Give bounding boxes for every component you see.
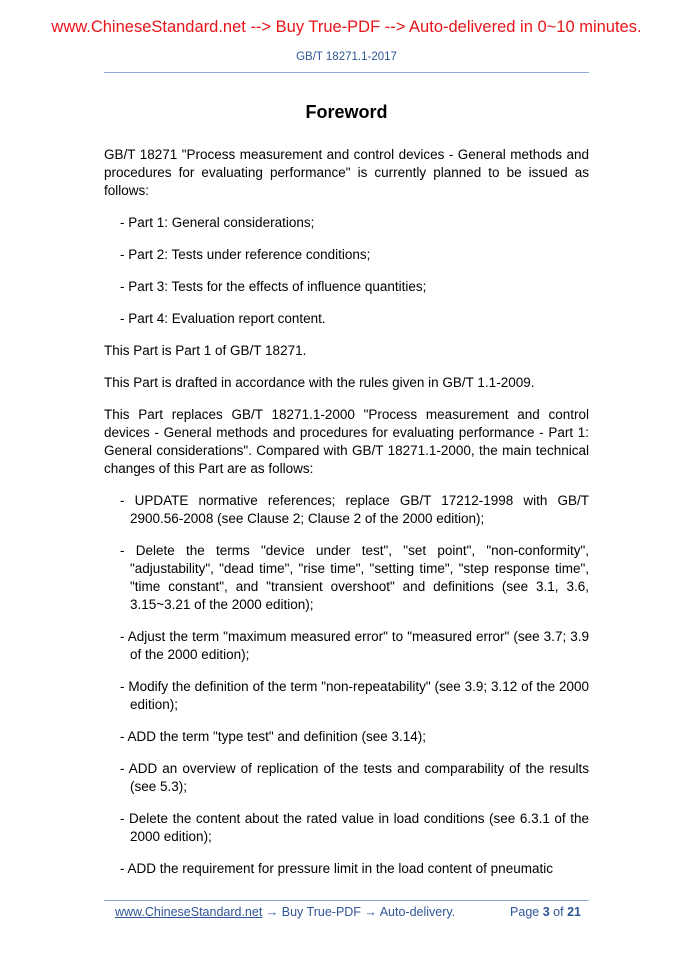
current-page-number: 3	[542, 905, 550, 919]
change-list-item: - UPDATE normative references; replace GB/T 17212-1998 with GB/T 2900.56-2008 (see Clause 2; Clause 2 of the 2000 edition);	[120, 493, 589, 526]
footer-site-link[interactable]: www.ChineseStandard.net	[115, 905, 263, 919]
total-pages-number: 21	[567, 905, 581, 919]
page-footer	[115, 905, 585, 919]
top-banner[interactable]: www.ChineseStandard.net --> Buy True-PDF --> Auto-delivered in 0~10 minutes.	[51, 18, 642, 36]
change-list-item: - ADD the term "type test" and definition (see 3.14);	[120, 729, 426, 744]
part-list-item: - Part 1: General considerations;	[120, 215, 315, 230]
change-list-item: - Delete the content about the rated value in load conditions (see 6.3.1 of the 2000 edition);	[120, 811, 589, 844]
footer-tagline: → Buy True-PDF → Auto-delivery.	[262, 905, 456, 919]
document-code-header: GB/T 18271.1-2017	[296, 51, 397, 63]
page-indicator	[510, 905, 581, 919]
change-list-item: - ADD the requirement for pressure limit in the load content of pneumatic	[120, 861, 553, 876]
change-list-item: - Modify the definition of the term "non-repeatability" (see 3.9; 3.12 of the 2000 edition);	[120, 679, 589, 712]
document-body	[104, 146, 589, 892]
change-list-item: - Adjust the term "maximum measured error" to "measured error" (see 3.7; 3.9 of the 2000 edition);	[120, 629, 589, 662]
page-title: Foreword	[305, 102, 388, 122]
part-of-paragraph: This Part is Part 1 of GB/T 18271.	[104, 343, 307, 358]
page-label: Page	[510, 905, 540, 919]
intro-paragraph: GB/T 18271 "Process measurement and control devices - General methods and procedures for evaluating performance" is currently planned to be issued as follows:	[104, 147, 589, 198]
part-list-item: - Part 2: Tests under reference conditions;	[120, 247, 371, 262]
part-list-item: - Part 4: Evaluation report content.	[120, 311, 326, 326]
replaces-paragraph: This Part replaces GB/T 18271.1-2000 "Process measurement and control devices - General methods and procedures for evaluating performance - Part 1: General considerations". Compared with GB/T 18271.1-2000, the main technical changes of this Part are as follows:	[104, 407, 589, 476]
drafted-paragraph: This Part is drafted in accordance with the rules given in GB/T 1.1-2009.	[104, 375, 535, 390]
part-list-item: - Part 3: Tests for the effects of influence quantities;	[120, 279, 427, 294]
footer-rule	[104, 900, 589, 901]
change-list-item: - ADD an overview of replication of the tests and comparability of the results (see 5.3);	[120, 761, 589, 794]
change-list-item: - Delete the terms "device under test", "set point", "non-conformity", "adjustability", "dead time", "rise time", "setting time", "step response time", "time constant", and "transient overshoot" and definitions (see 3.1, 3.6, 3.15~3.21 of the 2000 edition);	[120, 543, 589, 612]
page-of-label: of	[553, 905, 564, 919]
header-rule	[104, 72, 589, 73]
